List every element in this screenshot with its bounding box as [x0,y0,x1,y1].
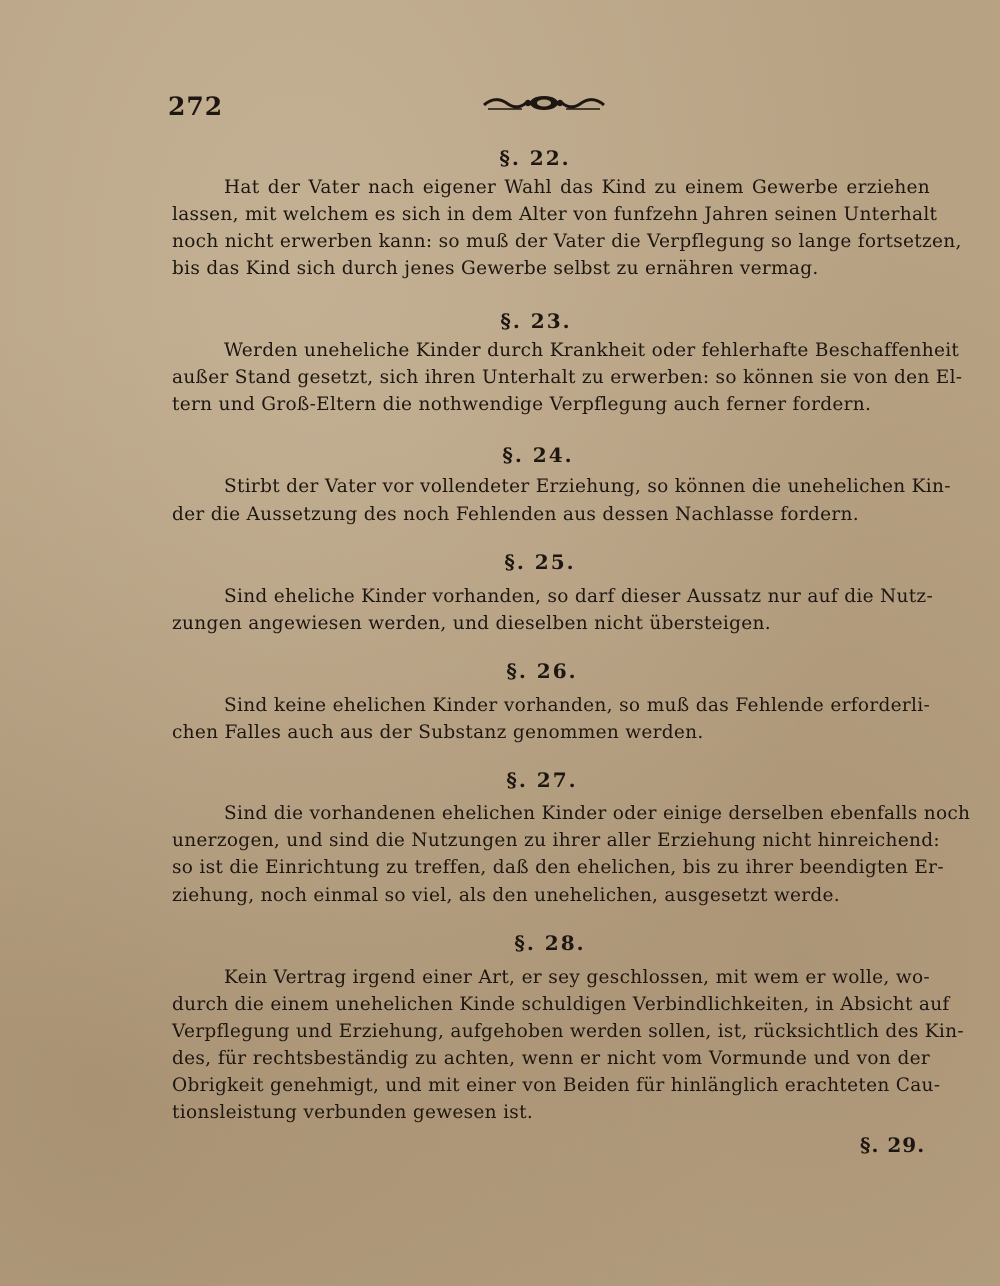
header-ornament-icon [482,92,606,114]
text-line: lassen, mit welchem es sich in dem Alter von funfzehn Jahren seinen Unterhalt [172,204,938,225]
page-number: 272 [168,92,224,121]
text-line: Obrigkeit genehmigt, und mit einer von Beiden für hinlänglich erachteten Cau- [172,1075,941,1096]
text-line: zungen angewiesen werden, und dieselben nicht übersteigen. [172,613,771,634]
text-line: unerzogen, und sind die Nutzungen zu ihrer aller Erziehung nicht hinreichend: [172,830,940,851]
section-heading: §. 26. [506,659,578,683]
section-heading: §. 24. [502,443,574,467]
text-line: Sind eheliche Kinder vorhanden, so darf dieser Aussatz nur auf die Nutz- [224,586,934,607]
text-line: ziehung, noch einmal so viel, als den unehelichen, ausgesetzt werde. [172,885,840,906]
text-line: so ist die Einrichtung zu treffen, daß den ehelichen, bis zu ihrer beendigten Er- [172,857,944,878]
text-line: der die Aussetzung des noch Fehlenden aus dessen Nachlasse fordern. [172,504,859,525]
text-line: Werden uneheliche Kinder durch Krankheit oder fehlerhafte Beschaffenheit [224,340,960,361]
text-line: Stirbt der Vater vor vollendeter Erziehung, so können die unehelichen Kin- [224,476,951,497]
text-line: tern und Groß-Eltern die nothwendige Verpflegung auch ferner fordern. [172,394,872,415]
text-line: Sind die vorhandenen ehelichen Kinder oder einige derselben ebenfalls noch [224,803,971,824]
text-line: bis das Kind sich durch jenes Gewerbe selbst zu ernähren vermag. [172,258,819,279]
text-line: chen Falles auch aus der Substanz genommen werden. [172,722,704,743]
text-line: außer Stand gesetzt, sich ihren Unterhalt zu erwerben: so können sie von den El- [172,367,963,388]
text-line: des, für rechtsbeständig zu achten, wenn er nicht vom Vormunde und von der [172,1048,930,1069]
text-line: Verpflegung und Erziehung, aufgehoben werden sollen, ist, rücksichtlich des Kin- [172,1021,964,1042]
text-line: Hat der Vater nach eigener Wahl das Kind zu einem Gewerbe erziehen [224,177,930,198]
section-heading: §. 22. [499,146,571,170]
section-heading: §. 27. [506,768,578,792]
catchword: §. 29. [860,1133,926,1157]
section-heading: §. 28. [514,931,586,955]
text-line: noch nicht erwerben kann: so muß der Vater die Verpflegung so lange fortsetzen, [172,231,962,252]
text-line: durch die einem unehelichen Kinde schuldigen Verbindlichkeiten, in Absicht auf [172,994,950,1015]
section-heading: §. 23. [500,309,572,333]
text-line: Sind keine ehelichen Kinder vorhanden, so muß das Fehlende erforderli- [224,695,930,716]
text-line: tionsleistung verbunden gewesen ist. [172,1102,533,1123]
section-heading: §. 25. [504,550,576,574]
text-line: Kein Vertrag irgend einer Art, er sey geschlossen, mit wem er wolle, wo- [224,967,930,988]
